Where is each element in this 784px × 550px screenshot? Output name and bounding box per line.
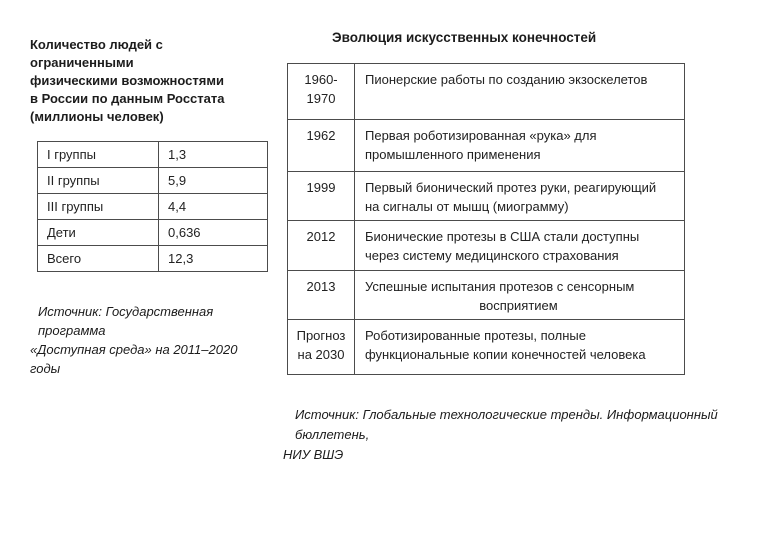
period-line: 1962 <box>306 128 336 143</box>
evolution-table <box>287 63 685 375</box>
event-description: Пионерские работы по созданию экзоскелетов <box>365 72 648 87</box>
disability-table <box>37 141 268 272</box>
table-row <box>38 194 268 220</box>
event-description-cell <box>355 320 685 375</box>
period-cell <box>288 172 355 221</box>
event-description: Первая роботизированная «рука» для промышленного применения <box>365 128 597 162</box>
source-line: Источник: Глобальные технологические тренды. Информационный бюллетень, <box>295 407 718 442</box>
period-line: 1970 <box>306 91 336 106</box>
table-row <box>288 120 685 172</box>
event-description-cell <box>355 64 685 120</box>
source-line: Источник: Государственная программа <box>38 304 214 338</box>
table-row <box>38 142 268 168</box>
left-table-title <box>30 36 270 126</box>
group-value-cell: 0,636 <box>159 220 268 246</box>
source-line: «Доступная среда» на 2011–2020 годы <box>30 342 238 376</box>
source-line: НИУ ВШЭ <box>283 447 344 462</box>
event-description-cell <box>355 120 685 172</box>
period-cell <box>288 320 355 375</box>
table-row <box>38 220 268 246</box>
table-row <box>288 320 685 375</box>
left-title-line: физическими возможностями <box>30 73 224 88</box>
group-value-cell: 12,3 <box>159 246 268 272</box>
period-line: 1999 <box>306 180 336 195</box>
event-description: Первый бионический протез руки, реагирующий на сигналы от мышц (миограмму) <box>365 180 657 214</box>
period-line: 2013 <box>306 279 336 294</box>
period-line: 1960- <box>304 72 338 87</box>
group-label-cell: II группы <box>38 168 159 194</box>
right-section <box>283 30 718 465</box>
event-description-cell <box>355 221 685 271</box>
table-row <box>288 64 685 120</box>
period-line: 2012 <box>306 229 336 244</box>
period-cell <box>288 271 355 320</box>
event-description: Роботизированные протезы, полные функциональные копии конечностей человека <box>365 328 646 362</box>
right-source-citation <box>283 405 763 465</box>
period-cell <box>288 120 355 172</box>
period-cell <box>288 64 355 120</box>
event-description-line2: восприятием <box>479 298 558 313</box>
table-row <box>38 246 268 272</box>
right-table-title: Эволюция искусственных конечностей <box>332 30 597 45</box>
left-title-line: Количество людей с ограниченными <box>30 37 163 70</box>
group-label-cell: I группы <box>38 142 159 168</box>
group-value-cell: 5,9 <box>159 168 268 194</box>
left-title-line: (миллионы человек) <box>30 109 164 124</box>
event-description: Бионические протезы в США стали доступны через систему медицинского страхования <box>365 229 640 263</box>
event-description: Успешные испытания протезов с сенсорным <box>365 279 635 294</box>
group-value-cell: 1,3 <box>159 142 268 168</box>
period-line: Прогноз <box>296 328 346 343</box>
left-section <box>30 36 270 378</box>
period-cell <box>288 221 355 271</box>
table-row <box>288 271 685 320</box>
event-description-cell <box>355 172 685 221</box>
left-source-citation <box>30 302 270 378</box>
group-label-cell: Всего <box>38 246 159 272</box>
group-label-cell: III группы <box>38 194 159 220</box>
event-description-cell <box>355 271 685 320</box>
left-title-line: в России по данным Росстата <box>30 91 225 106</box>
group-value-cell: 4,4 <box>159 194 268 220</box>
table-row <box>288 172 685 221</box>
table-row <box>288 221 685 271</box>
table-row <box>38 168 268 194</box>
period-line: на 2030 <box>297 347 345 362</box>
group-label-cell: Дети <box>38 220 159 246</box>
